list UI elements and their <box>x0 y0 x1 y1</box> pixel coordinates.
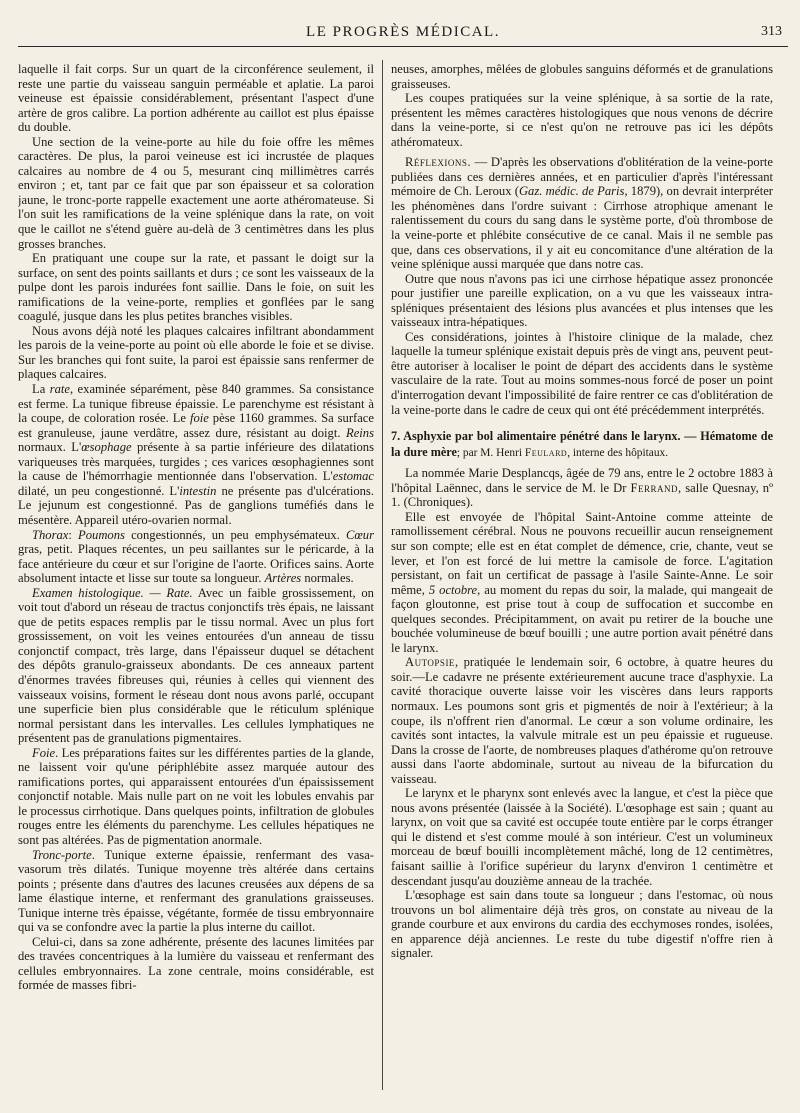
article-title: 7. Asphyxie par bol alimentaire pénétré dans le larynx. — Hématome de la dure mère <box>391 429 773 459</box>
paragraph <box>18 848 374 935</box>
organ-label-coeur: Cœur <box>345 527 374 542</box>
organ-label-oesophage: œsophage <box>81 440 132 455</box>
text-run: . Tunique externe épaissie, renfermant des vasa-vasorum très dilatés. Tunique moyenne très altérée dans certains points ; présente dans d'autres des lacunes creusées aux dépens de sa lame élastique interne, et renfermant des granulations graisseuses. Tunique interne très épaisse, végétante, formée de tissu embryonnaire qui va se confondre avec la partie la plus interne du caillot. <box>18 847 374 935</box>
paragraph: Une section de la veine-porte au hile du foie offre les mêmes caractères. De plus, la paroi veineuse est ici incrustée de plaques calcaires au nombre de 4 ou 5, mesurant cinq millimètres carrés environ ; et, tant par ce fait que par son épaisseur et sa coloration jaune, le tronc-porte rappelle exactement une aorte athéromateuse. Si l'on suit les ramifications de la veine splénique dans la rate, on voit que le caillot ne s'étend guère au-delà de 3 centimètres dans les plus grosses branches. <box>18 134 374 251</box>
page-number: 313 <box>761 24 782 39</box>
text-run: . Les préparations faites sur les différentes parties de la glande, ne laissent voir qu'une périphlébite assez marquée autour des ramifications portes, qui apparaissent entourées d'un épaississement conjonctif notable. Mais nulle part on ne voit les lobules envahis par le processus cirrhotique. Dans quelques points, infiltration de globules rouges entre les éléments du parenchyme. Les cellules hépatiques ne sont pas altérées. Pas de pigmentation anormale. <box>18 745 374 847</box>
paragraph: Nous avons déjà noté les plaques calcaires infiltrant abondamment les parois de la veine-porte au point où elle aborde le foie et se divise. Sur les branches qui font suite, la paroi est épaissie sans renfermer de plaques calcaires. <box>18 323 374 382</box>
text-run: normales. <box>301 571 354 586</box>
section-label-autopsie: Autopsie <box>405 655 455 670</box>
text-run: , examinée séparément, pèse 840 grammes. Sa consistance est ferme. La tunique fibreuse épaissie. Le parenchyme est résistant à la coupe, de coloration rosée. Le <box>18 382 374 426</box>
text-run: , pratiquée le lendemain soir, 6 octobre, à quatre heures du soir.—Le cadavre ne présente extérieurement aucune trace d'asphyxie. La cavité thoracique ouverte laisse voir les viscères dans leurs rapports normaux. Les poumons sont gris et pigmentés de noir à l'extérieur; à la coupe, ils n'offrent rien d'anormal. Le cœur a son volume ordinaire, les cavités sont intactes, la valvule mitrale est un peu épaissie et rugueuse. Dans la crosse de l'aorte, de nombreuses plaques d'athérome qu'on retrouve aussi dans l'aorte abdominale, surtout au niveau de la bifurcation du vaisseau. <box>391 655 773 786</box>
text-run: — D'après les observations d'oblitération de la veine-porte publiées dans ces dernières années, et en particulier d'après l'intéressant mémoire de Ch. Leroux ( <box>391 155 773 199</box>
paragraph: Outre que nous n'avons pas ici une cirrhose hépatique assez prononcée pour justifier une pareille explication, on a vu que les vaisseaux intra-spléniques présentaient des lésions plus avancées et plus intenses que les vaisseaux intra-hépatiques. <box>391 271 773 330</box>
journal-title: LE PROGRÈS MÉDICAL. <box>306 24 500 40</box>
paragraph: Les coupes pratiquées sur la veine splénique, à sa sortie de la rate, présentent les mêmes caractères histologiques que nous venons de décrire dans la veine-porte, si ce n'est qu'on ne retrouve pas ici les dépôts athéromateux. <box>391 91 773 149</box>
paragraph <box>18 528 374 586</box>
text-run: normaux. L' <box>18 440 82 455</box>
text-run: , 1879), on devrait interpréter les phénomènes dans l'ordre suivant : Cirrhose atrophique amenant le ralentissement du cours du sang dans le système porte, d'où thrombose de la veine-porte et phlébite consécutive de ce canal. Mais il ne semble pas que, dans ces observations, il y ait eu concomitance d'une altération de la veine splénique aussi marquée que dans notre cas. <box>391 184 773 272</box>
organ-label-reins: Reins <box>346 425 374 440</box>
paragraph: L'œsophage est sain dans toute sa longueur ; dans l'estomac, où nous trouvons un bol alimentaire déjà très gros, on constate au niveau de la grande courbure et aux environs du cardia des ecchymoses rondes, isolées, en apparence déjà anciennes. Le reste du tube digestif n'offre rien à signaler. <box>391 888 773 961</box>
section-label-thorax: Thorax <box>32 527 69 542</box>
organ-label-foie: foie <box>189 411 209 426</box>
text-run: La <box>32 382 50 397</box>
article-heading <box>391 429 773 460</box>
paragraph <box>391 466 773 510</box>
text-run: : <box>68 527 79 542</box>
author-name: Feulard <box>524 446 568 459</box>
text-run: Elle est envoyée de l'hôpital Saint-Antoine comme atteinte de ramollissement cérébral. Nous ne pouvons recueillir aucun renseignement sur son compte; elle est en état complet de démence, crie, chante, veut se lever, et l'on est forcé de lui mettre la camisole de force. L'agitation persistant, on fait un certificat de passage à l'asile Sainte-Anne. Le soir même, <box>391 509 773 597</box>
page-header <box>18 24 788 47</box>
paragraph <box>391 155 773 271</box>
text-run: , salle Quesnay, nº 1. (Chroniques). <box>391 480 773 510</box>
text-run: Avec un faible grossissement, on voit tout d'abord un réseau de tractus conjonctifs très épais, ne laissant que de petits espaces remplis par le tissu normal. Avec un plus fort grossissement, on voit les veines entourées d'un anneau de tissu conjonctif compact, très large, dans l'épaisseur duquel se détachent des dépôts granulo-graisseux abondants. De ces anneaux partent d'énormes travées fibreuses qui, réunies à celles qui viennent des vaisseaux voisins, forment le réseau dont nous avons parlé, occupant une superficie bien plus considérable que le réticulum splénique normal persistant dans les intervalles. Les cellules lymphatiques ne présentent pas de granulations pigmentaires. <box>18 585 374 746</box>
text-run: gras, petit. Plaques récentes, un peu saillantes sur le péricarde, à la face antérieure du cœur et sur l'origine de l'aorte. Orifices sains. Aorte absolument intacte et lisse sur toute sa longueur. <box>18 542 374 586</box>
text-run: , interne des hôpitaux. <box>567 446 669 459</box>
text-run: , au moment du repas du soir, la malade, qui mangeait de façon gloutonne, est prise tout à coup de suffocation et succombe en quelques secondes. Précipitamment, on avait pu retirer de la bouche une bouchée volumineuse de bœuf bouilli ; une autre portion avait pénétré dans le larynx. <box>391 582 773 655</box>
left-column <box>18 62 374 1102</box>
text-run: ne présente pas d'ulcérations. Le jejunum est congestionné. Pas de ganglions tuméfiés dans le mésentère. Appareil utéro-ovarien normal. <box>18 483 374 527</box>
text-run: dilaté, un peu congestionné. L' <box>18 483 180 498</box>
date-text: 5 octobre <box>428 582 478 597</box>
paragraph <box>18 382 374 527</box>
right-column <box>391 62 773 1102</box>
paragraph: neuses, amorphes, mêlées de globules sanguins déformés et de granulations graisseuses. <box>391 62 773 91</box>
organ-label-rate: rate <box>49 382 70 397</box>
paragraph <box>391 655 773 786</box>
organ-label-poumons: Poumons <box>78 527 125 542</box>
text-run: ; par M. Henri <box>456 446 525 459</box>
organ-label-intestin: intestin <box>179 483 217 498</box>
paragraph: Celui-ci, dans sa zone adhérente, présente des lacunes limitées par des travées concentriques à la lumière du vaisseau et renfermant des cellules embryonnaires. La zone centrale, moins considérable, est formée de masses fibri- <box>18 934 374 993</box>
organ-label-arteres: Artères <box>264 571 302 586</box>
text-run: La nommée Marie Desplancqs, âgée de 79 ans, entre le 2 octobre 1883 à l'hôpital Laënnec, dans le service de M. le Dr <box>391 466 773 495</box>
section-label-histology: Examen histologique. — Rate. <box>32 585 193 600</box>
paragraph <box>391 510 773 655</box>
section-label-tronc-porte: Tronc-porte <box>32 847 92 862</box>
text-run: pèse 1160 grammes. Sa surface est granuleuse, jaune verdâtre, assez dure, résistant au doigt. <box>18 411 374 440</box>
paragraph <box>18 586 374 746</box>
section-label-foie: Foie <box>32 745 56 760</box>
paragraph: En pratiquant une coupe sur la rate, et passant le doigt sur la surface, on sent des points saillants et durs ; ce sont les vaisseaux de la pulpe dont les parois indurées font saillie. Dans le foie, on suit les ramifications de la veine-porte, remplies et gonflées par le sang coagulé, jusque dans les plus petites branches visibles. <box>18 251 374 324</box>
paragraph: Ces considérations, jointes à l'histoire clinique de la malade, chez laquelle la tumeur splénique existait depuis près de vingt ans, peuvent peut-être autoriser à localiser le point de départ des accidents dans le système vasculaire de la rate. Tout au moins sommes-nous forcé de poser un point d'interrogation devant l'impossibilité de faire rentrer ce cas d'oblitération de la veine-porte dans le cadre de ceux qui ont été précédemment interprétés. <box>391 329 773 417</box>
text-run: présente à sa partie inférieure des dilatations variqueuses très marquées, turgides ; ces varices œsophagiennes sont la cause de l'hémorrhagie mentionnée dans l'observation. L' <box>18 440 374 484</box>
paragraph: Le larynx et le pharynx sont enlevés avec la langue, et c'est la pièce que nous avons présentée (laissée à la Société). L'œsophage est sain ; quant au larynx, on voit que sa cavité est occupée toute entière par le corps étranger qui le distend et s'est comme moulé à son intérieur. C'est un volumineux morceau de bœuf bouilli incomplètement mâché, long de 12 centimètres, faisant saillie à l'orifice supérieur du larynx d'environ 1 centimètre et descendant jusqu'au douzième anneau de la trachée. <box>391 786 773 888</box>
paragraph: laquelle il fait corps. Sur un quart de la circonférence seulement, il reste une partie du vaisseau sanguin perméable et aplatie. La paroi veineuse est épaissie considérablement, présentant l'aspect d'une artère de gros calibre. La portion adhérente au caillot est plus épaisse du double. <box>18 62 374 135</box>
citation-title: Gaz. médic. de Paris <box>518 184 625 199</box>
organ-label-estomac: estomac <box>332 469 374 484</box>
physician-name: Ferrand <box>630 480 678 495</box>
section-label-reflexions: Réflexions. <box>405 155 472 170</box>
column-divider <box>382 60 383 1090</box>
paragraph <box>18 746 374 848</box>
text-run: congestionnés, un peu emphysémateux. <box>124 527 346 542</box>
